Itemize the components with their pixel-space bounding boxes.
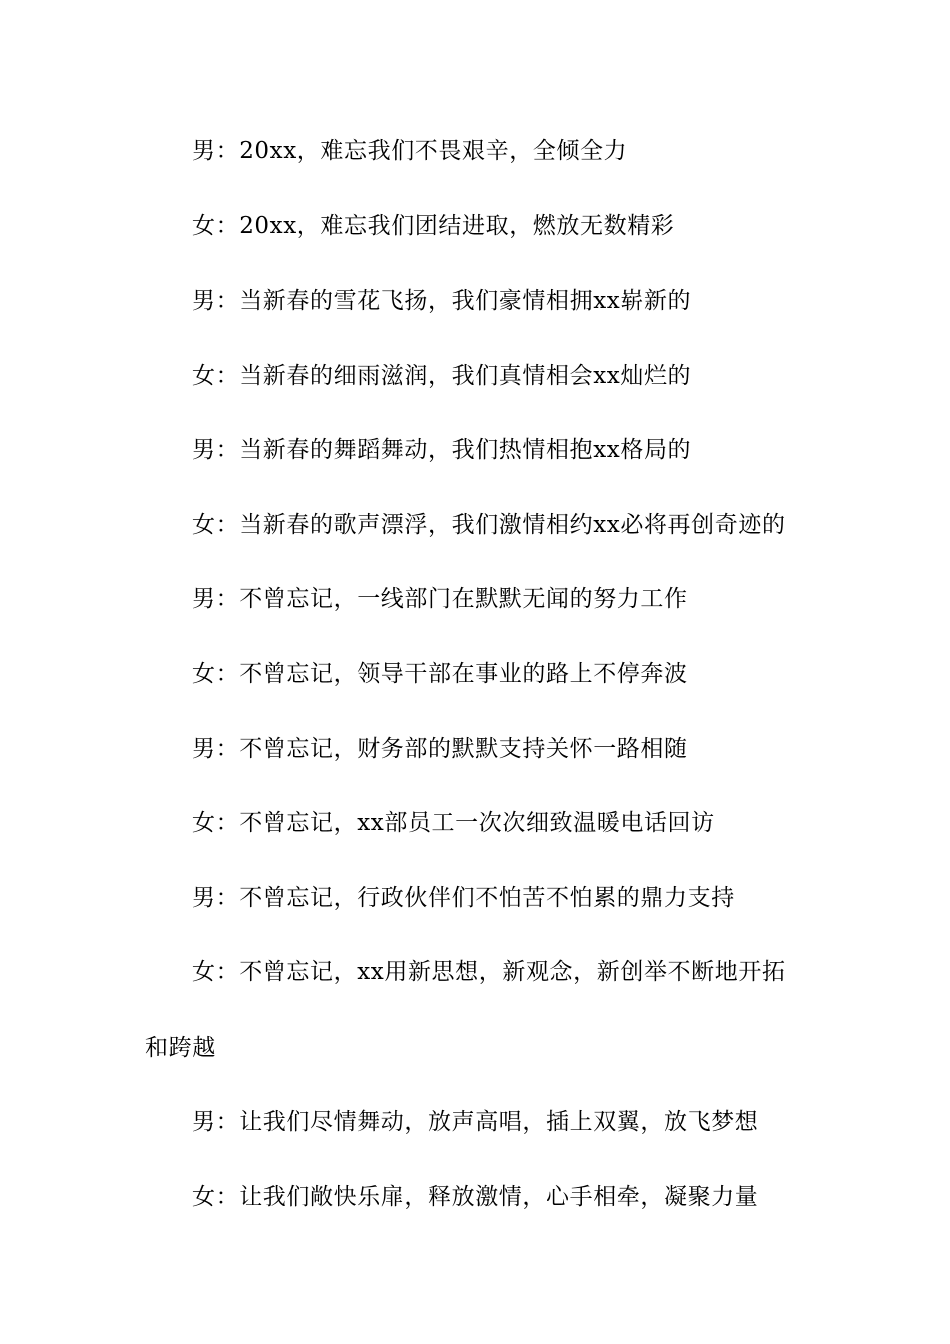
text-line: 女：不曾忘记，xx用新思想，新观念，新创举不断地开拓 bbox=[192, 959, 786, 985]
text-line: 男：不曾忘记，财务部的默默支持关怀一路相随 bbox=[192, 736, 688, 762]
text-line: 男：20xx，难忘我们不畏艰辛，全倾全力 bbox=[192, 138, 628, 164]
text-line: 女：不曾忘记，领导干部在事业的路上不停奔波 bbox=[192, 661, 688, 687]
text-line: 男：让我们尽情舞动，放声高唱，插上双翼，放飞梦想 bbox=[192, 1109, 759, 1135]
text-line: 女：当新春的细雨滋润，我们真情相会xx灿烂的 bbox=[192, 363, 692, 389]
text-line-continuation: 和跨越 bbox=[145, 1035, 216, 1061]
text-line: 男：当新春的雪花飞扬，我们豪情相拥xx崭新的 bbox=[192, 288, 692, 314]
text-line: 女：当新春的歌声漂浮，我们激情相约xx必将再创奇迹的 bbox=[192, 512, 786, 538]
text-line: 男：不曾忘记，一线部门在默默无闻的努力工作 bbox=[192, 586, 688, 612]
text-line: 男：不曾忘记，行政伙伴们不怕苦不怕累的鼎力支持 bbox=[192, 885, 735, 911]
text-line: 女：20xx，难忘我们团结进取，燃放无数精彩 bbox=[192, 213, 675, 239]
text-line: 男：当新春的舞蹈舞动，我们热情相抱xx格局的 bbox=[192, 437, 692, 463]
text-line: 女：让我们敞快乐扉，释放激情，心手相牵，凝聚力量 bbox=[192, 1184, 759, 1210]
text-line: 女：不曾忘记，xx部员工一次次细致温暖电话回访 bbox=[192, 810, 715, 836]
